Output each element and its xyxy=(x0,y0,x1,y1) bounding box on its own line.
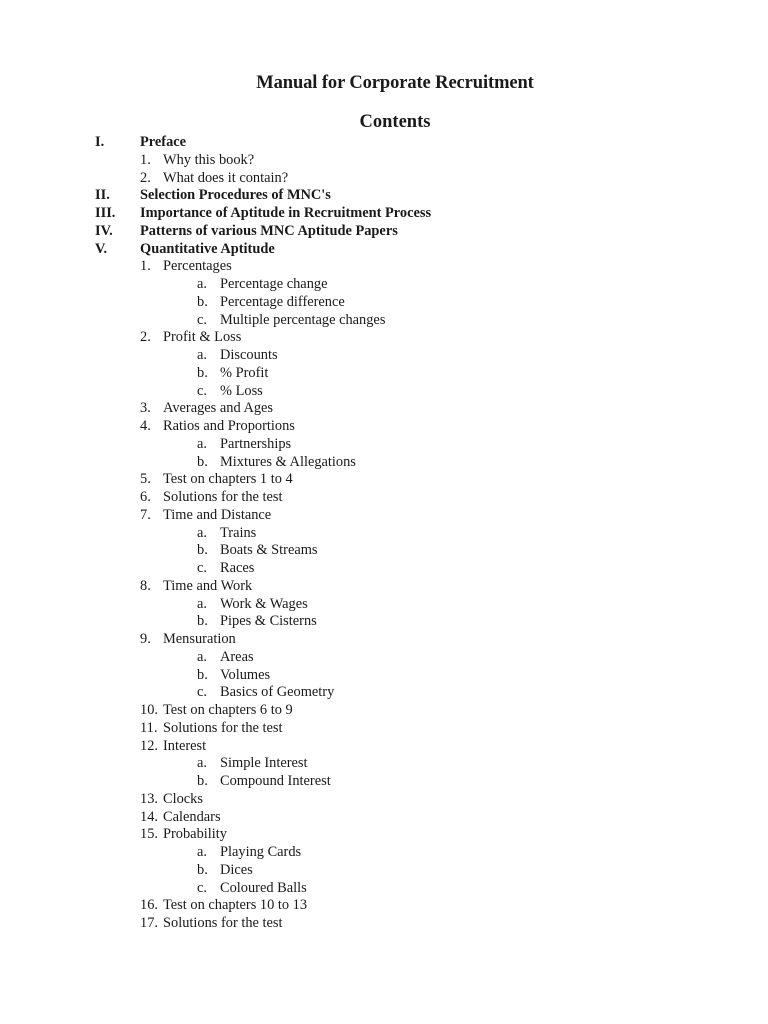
toc-section-label: Quantitative Aptitude xyxy=(140,240,275,257)
toc-item-marker: 12. xyxy=(140,737,158,754)
toc-item xyxy=(0,809,768,827)
toc-item xyxy=(0,915,768,933)
toc-subitem-marker: c. xyxy=(197,879,207,896)
toc-item xyxy=(0,258,768,276)
toc-subitem xyxy=(0,862,768,880)
toc-item-marker: 14. xyxy=(140,808,158,825)
toc-subitem-marker: a. xyxy=(197,755,207,772)
toc-subitem-marker: a. xyxy=(197,347,207,363)
toc-item-marker: 16. xyxy=(140,897,158,914)
toc-section-label: Patterns of various MNC Aptitude Papers xyxy=(140,222,398,239)
toc-subitem-marker: b. xyxy=(197,364,208,381)
toc-subitem-marker: a. xyxy=(197,435,207,452)
toc-item-marker: 6. xyxy=(140,489,151,505)
toc-item xyxy=(0,702,768,720)
toc-item xyxy=(0,631,768,649)
toc-subitem-marker: a. xyxy=(197,524,207,541)
toc-section-label: Importance of Aptitude in Recruitment Process xyxy=(140,205,432,221)
toc-subitem-label: Discounts xyxy=(220,347,278,363)
toc-item-marker: 4. xyxy=(140,418,151,434)
toc-subitem xyxy=(0,755,768,773)
toc-subitem-marker: b. xyxy=(197,293,208,310)
toc-subitem-marker: b. xyxy=(197,542,208,559)
toc-item-label: Solutions for the test xyxy=(163,719,283,736)
toc-subitem-label: Races xyxy=(220,560,255,576)
toc-item xyxy=(0,471,768,489)
toc-subitem-marker: a. xyxy=(197,844,207,860)
toc-item xyxy=(0,826,768,844)
toc-item-marker: 11. xyxy=(140,719,158,736)
toc-subitem-label: % Profit xyxy=(220,364,269,381)
table-of-contents xyxy=(0,134,768,933)
toc-subitem xyxy=(0,347,768,365)
toc-item-label: Averages and Ages xyxy=(163,400,274,417)
toc-section-label: Selection Procedures of MNC's xyxy=(140,187,331,204)
toc-subitem xyxy=(0,649,768,667)
toc-section-marker: I. xyxy=(95,134,105,150)
toc-subitem-marker: a. xyxy=(197,595,207,612)
toc-subitem-label: Pipes & Cisterns xyxy=(220,613,317,630)
toc-item-marker: 9. xyxy=(140,631,151,647)
toc-item-marker: 13. xyxy=(140,790,158,807)
toc-item xyxy=(0,418,768,436)
toc-subitem xyxy=(0,454,768,472)
toc-subitem-label: Areas xyxy=(220,648,254,665)
toc-subitem xyxy=(0,542,768,560)
toc-item-marker: 2. xyxy=(140,169,151,186)
contents-heading: Contents xyxy=(359,112,431,132)
toc-subitem-label: Multiple percentage changes xyxy=(220,311,386,328)
toc-item-label: Time and Distance xyxy=(163,506,272,523)
toc-item xyxy=(0,897,768,915)
toc-item-marker: 1. xyxy=(140,258,151,275)
toc-item xyxy=(0,170,768,188)
toc-subitem xyxy=(0,613,768,631)
toc-subitem-label: Compound Interest xyxy=(220,773,331,789)
toc-subitem-label: Basics of Geometry xyxy=(220,684,335,701)
toc-subitem xyxy=(0,365,768,383)
toc-item xyxy=(0,400,768,418)
toc-item-label: Time and Work xyxy=(163,577,253,594)
toc-subitem xyxy=(0,560,768,578)
toc-section xyxy=(0,205,768,223)
toc-item xyxy=(0,738,768,756)
toc-item-marker: 3. xyxy=(140,400,151,417)
toc-section-marker: IV. xyxy=(95,222,113,239)
toc-item-marker: 2. xyxy=(140,329,151,346)
toc-item-label: Why this book? xyxy=(163,151,255,168)
toc-item-label: Clocks xyxy=(163,790,203,807)
toc-section xyxy=(0,134,768,152)
toc-subitem-label: Work & Wages xyxy=(220,595,308,612)
toc-subitem-label: % Loss xyxy=(220,382,263,399)
toc-subitem-marker: b. xyxy=(197,861,208,878)
toc-subitem-marker: c. xyxy=(197,311,207,328)
toc-item xyxy=(0,578,768,596)
toc-item-marker: 17. xyxy=(140,915,158,931)
toc-subitem-label: Playing Cards xyxy=(220,844,302,860)
toc-subitem xyxy=(0,880,768,898)
toc-item-label: What does it contain? xyxy=(163,169,289,186)
toc-subitem-label: Percentage difference xyxy=(220,293,345,310)
toc-section xyxy=(0,241,768,259)
toc-subitem xyxy=(0,684,768,702)
toc-subitem xyxy=(0,276,768,294)
toc-section xyxy=(0,223,768,241)
toc-subitem xyxy=(0,773,768,791)
toc-subitem-label: Partnerships xyxy=(220,435,292,452)
toc-item-label: Test on chapters 6 to 9 xyxy=(163,702,293,718)
toc-section xyxy=(0,187,768,205)
toc-subitem-label: Mixtures & Allegations xyxy=(220,453,356,470)
toc-subitem-label: Volumes xyxy=(220,666,271,683)
toc-subitem-marker: c. xyxy=(197,382,207,399)
toc-item-marker: 5. xyxy=(140,471,151,488)
toc-item-label: Mensuration xyxy=(163,631,236,647)
toc-subitem-marker: b. xyxy=(197,773,208,789)
toc-item-marker: 15. xyxy=(140,826,158,843)
toc-item-marker: 10. xyxy=(140,702,158,718)
toc-subitem xyxy=(0,667,768,685)
toc-subitem xyxy=(0,383,768,401)
toc-subitem xyxy=(0,312,768,330)
toc-item xyxy=(0,791,768,809)
toc-subitem-label: Boats & Streams xyxy=(220,542,318,559)
toc-item-marker: 7. xyxy=(140,506,151,523)
toc-subitem-marker: b. xyxy=(197,666,208,683)
toc-item-label: Ratios and Proportions xyxy=(163,418,295,434)
toc-subitem-label: Dices xyxy=(220,861,253,878)
toc-section-marker: II. xyxy=(95,187,110,204)
toc-subitem xyxy=(0,294,768,312)
toc-item xyxy=(0,507,768,525)
toc-subitem-marker: a. xyxy=(197,276,207,292)
toc-item xyxy=(0,329,768,347)
toc-subitem-label: Percentage change xyxy=(220,276,328,292)
toc-item xyxy=(0,489,768,507)
toc-subitem xyxy=(0,436,768,454)
toc-subitem xyxy=(0,844,768,862)
toc-item-marker: 1. xyxy=(140,151,151,168)
toc-subitem-marker: a. xyxy=(197,648,207,665)
toc-subitem-marker: b. xyxy=(197,453,208,470)
toc-section-marker: III. xyxy=(95,205,116,221)
toc-item-label: Probability xyxy=(163,826,227,843)
toc-item-label: Interest xyxy=(163,737,207,754)
toc-item-label: Calendars xyxy=(163,808,221,825)
toc-item-label: Test on chapters 1 to 4 xyxy=(163,471,293,488)
document-title: Manual for Corporate Recruitment xyxy=(256,73,534,93)
toc-item-label: Solutions for the test xyxy=(163,915,283,931)
toc-subitem-marker: c. xyxy=(197,560,207,576)
toc-section-label: Preface xyxy=(140,134,187,150)
toc-item-label: Profit & Loss xyxy=(163,329,242,346)
toc-item-label: Test on chapters 10 to 13 xyxy=(163,897,308,914)
toc-item-label: Percentages xyxy=(163,258,232,275)
toc-subitem-label: Trains xyxy=(220,524,257,541)
toc-item-label: Solutions for the test xyxy=(163,489,283,505)
toc-subitem xyxy=(0,525,768,543)
toc-subitem-marker: b. xyxy=(197,613,208,630)
toc-subitem-label: Coloured Balls xyxy=(220,879,307,896)
toc-item-marker: 8. xyxy=(140,577,151,594)
toc-section-marker: V. xyxy=(95,240,108,257)
toc-item xyxy=(0,152,768,170)
toc-subitem-label: Simple Interest xyxy=(220,755,308,772)
toc-subitem xyxy=(0,596,768,614)
toc-item xyxy=(0,720,768,738)
toc-subitem-marker: c. xyxy=(197,684,207,701)
